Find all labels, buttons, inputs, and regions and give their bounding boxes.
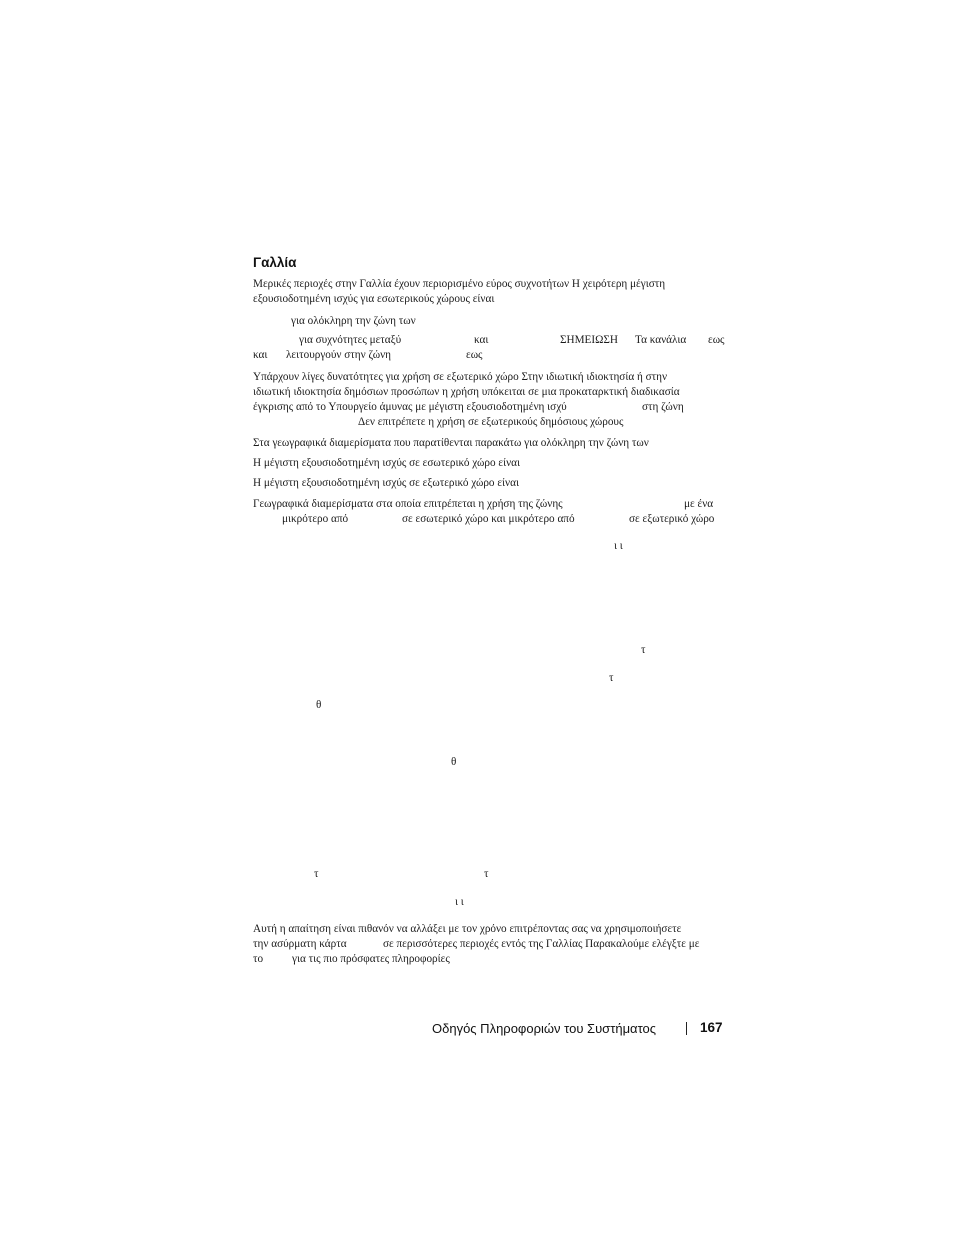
note-label: ΣΗΜΕΙΩΣΗ [560, 334, 619, 346]
paragraph-indoor-power: Η μέγιστη εξουσιοδοτημένη ισχύς σε εσωτερικό χώρο είναι [253, 457, 521, 469]
paragraph-outdoor-line2: ιδιωτική ιδιοκτησία δημόσιων προσώπων η χρήση υπόκειται σε μια προκαταρκτική διαδικασία [253, 386, 680, 398]
paragraph-future-line2a: την ασύρματη κάρτα [253, 938, 347, 950]
paragraph-frequencies-text1: για συχνότητες μεταξύ [299, 334, 402, 346]
paragraph-outdoor-line3: έγκρισης από το Υπουργείο άμυνας με μέγιστη εξουσιοδοτημένη ισχύ [253, 401, 567, 413]
glyph-fragment: θ [316, 699, 322, 711]
paragraph-frequencies-text5: και [253, 349, 268, 361]
paragraph-future-line3a: το [253, 953, 264, 965]
paragraph-future-line2b: σε περισσότερες περιοχές εντός της Γαλλίας Παρακαλούμε ελέγξτε με [383, 938, 700, 950]
paragraph-intro-line2: εξουσιοδοτημένη ισχύς για εσωτερικούς χώρους είναι [253, 293, 495, 305]
paragraph-outdoor-line4: Δεν επιτρέπετε η χρήση σε εξωτερικούς δημόσιους χώρους [358, 416, 624, 428]
glyph-fragment: τ [609, 672, 614, 684]
footer-separator [686, 1022, 687, 1035]
paragraph-allowed-regions-line2b: σε εσωτερικό χώρο και μικρότερο από [402, 513, 575, 525]
paragraph-frequencies-text3: Τα κανάλια [635, 334, 687, 346]
section-heading: Γαλλία [253, 255, 297, 270]
paragraph-frequencies-text2: και [474, 334, 489, 346]
paragraph-outdoor-line1: Υπάρχουν λίγες δυνατότητες για χρήση σε εξωτερικό χώρο Στην ιδιωτική ιδιοκτησία ή στην [253, 371, 668, 383]
paragraph-allowed-regions-line2c: σε εξωτερικό χώρο [629, 513, 715, 525]
paragraph-frequencies-text7: εως [466, 349, 483, 361]
paragraph-allowed-regions-line1b: με ένα [684, 498, 714, 510]
paragraph-frequencies-text4: εως [708, 334, 725, 346]
glyph-fragment: ι ι [614, 540, 623, 552]
paragraph-departments: Στα γεωγραφικά διαμερίσματα που παρατίθενται παρακάτω για ολόκληρη την ζώνη των [253, 437, 649, 449]
paragraph-future-line3b: για τις πιο πρόσφατες πληροφορίες [292, 953, 450, 965]
glyph-fragment: ι ι [455, 896, 464, 908]
page-number: 167 [700, 1020, 723, 1035]
glyph-fragment: τ [484, 868, 489, 880]
paragraph-allowed-regions-line1a: Γεωγραφικά διαμερίσματα στα οποία επιτρέπεται η χρήση της ζώνης [253, 498, 563, 510]
paragraph-outdoor-line3b: στη ζώνη [642, 401, 684, 413]
footer-title: Οδηγός Πληροφοριών του Συστήματος [432, 1021, 657, 1036]
paragraph-full-band: για ολόκληρη την ζώνη των [291, 315, 416, 327]
paragraph-intro-line1: Μερικές περιοχές στην Γαλλία έχουν περιορισμένο εύρος συχνοτήτων Η χειρότερη μέγιστη [253, 278, 666, 290]
paragraph-frequencies-text6: λειτουργούν στην ζώνη [286, 349, 392, 361]
paragraph-allowed-regions-line2a: μικρότερο από [282, 513, 349, 525]
paragraph-future-line1: Αυτή η απαίτηση είναι πιθανόν να αλλάξει με τον χρόνο επιτρέποντας σας να χρησιμοποιήσετε [253, 923, 682, 935]
glyph-fragment: τ [314, 868, 319, 880]
paragraph-outdoor-power: Η μέγιστη εξουσιοδοτημένη ισχύς σε εξωτερικό χώρο είναι [253, 477, 519, 489]
glyph-fragment: θ [451, 756, 457, 768]
glyph-fragment: τ [641, 644, 646, 656]
